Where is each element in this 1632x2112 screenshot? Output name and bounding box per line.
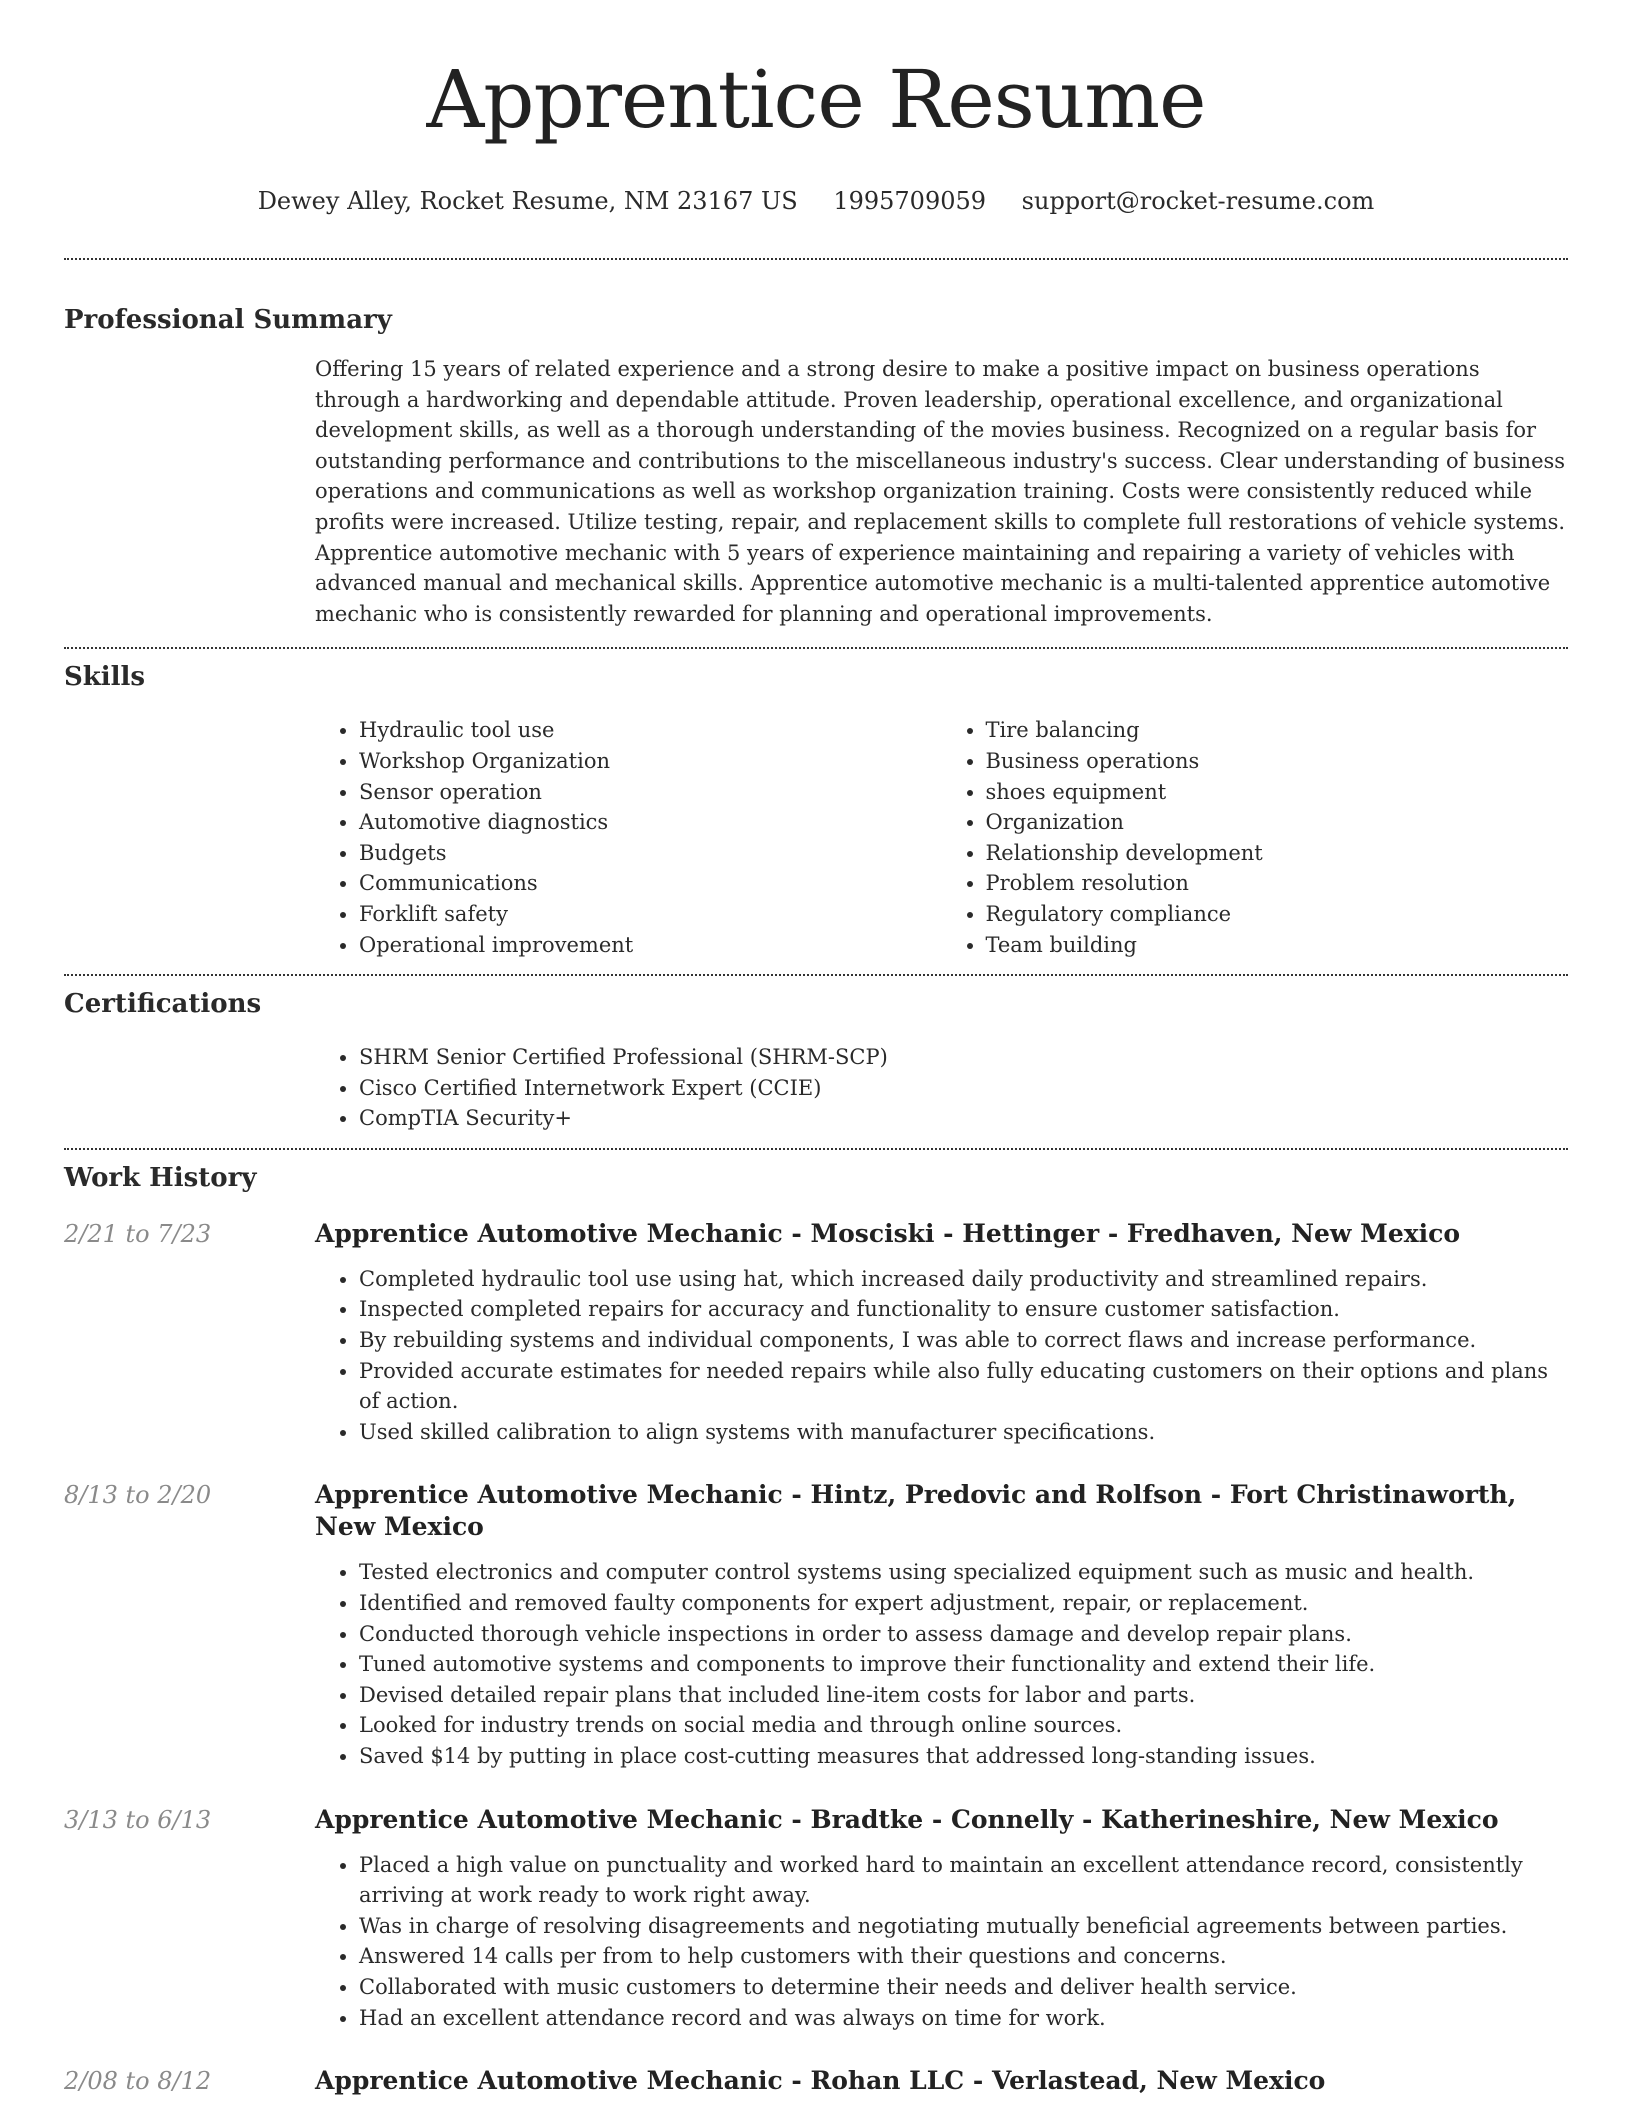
job-body — [315, 1218, 1568, 1448]
skill-item: • shoes equipment — [986, 777, 1569, 808]
work-history-section — [64, 1150, 1568, 2111]
job-bullet: • Devised detailed repair plans that included line-item costs for labor and parts. — [359, 1680, 1568, 1711]
job-entry — [64, 1218, 1568, 1448]
section-heading: Skills — [64, 662, 146, 693]
job-title: Apprentice Automotive Mechanic - Mosciski - Hettinger - Fredhaven, New Mexico — [315, 1218, 1461, 1248]
skills-columns — [315, 715, 1568, 960]
job-bullet: • Tested electronics and computer control systems using specialized equipment such as music and health. — [359, 1557, 1568, 1588]
job-dates: 2/08 to 8/12 — [64, 2067, 212, 2096]
job-bullet: • Tuned automotive systems and components to improve their functionality and extend their life. — [359, 1649, 1568, 1680]
resume-page — [64, 0, 1568, 2111]
job-bullet: • Conducted thorough vehicle inspections in order to assess damage and develop repair plans. — [359, 1619, 1568, 1650]
certifications-list — [315, 1042, 1568, 1134]
job-bullet: • Had an excellent attendance record and was always on time for work. — [359, 2003, 1568, 2034]
job-bullet: • Looked for industry trends on social media and through online sources. — [359, 1710, 1568, 1741]
job-bullets — [315, 1557, 1568, 1771]
job-body — [315, 2065, 1568, 2111]
job-bullets — [315, 1850, 1568, 2034]
skills-list-right — [942, 715, 1569, 960]
skill-item: • Tire balancing — [986, 715, 1569, 746]
certification-item: • SHRM Senior Certified Professional (SHRM-SCP) — [359, 1042, 1568, 1073]
skills-list-left — [315, 715, 942, 960]
job-dates: 8/13 to 2/20 — [64, 1481, 212, 1510]
section-heading: Certifications — [64, 989, 262, 1020]
job-bullet: • Was in charge of resolving disagreements and negotiating mutually beneficial agreements between parties. — [359, 1911, 1568, 1942]
job-body — [315, 1804, 1568, 2034]
certification-item: • Cisco Certified Internetwork Expert (CCIE) — [359, 1073, 1568, 1104]
job-entry — [64, 2065, 1568, 2111]
certifications-section — [64, 976, 1568, 1148]
job-bullet: • Used skilled calibration to align systems with manufacturer specifications. — [359, 1417, 1568, 1448]
job-bullet: • Completed hydraulic tool use using hat, which increased daily productivity and streamlined repairs. — [359, 1264, 1568, 1295]
contact-phone: 1995709059 — [833, 187, 987, 215]
job-entry — [64, 1804, 1568, 2034]
section-heading: Professional Summary — [64, 305, 392, 335]
job-bullet: • Answered 14 calls per from to help customers with their questions and concerns. — [359, 1941, 1568, 1972]
job-title: Apprentice Automotive Mechanic - Rohan LLC - Verlastead, New Mexico — [315, 2066, 1326, 2096]
skill-item: • Workshop Organization — [359, 746, 942, 777]
skill-item: • Sensor operation — [359, 777, 942, 808]
certifications-content — [315, 1042, 1568, 1134]
skill-item: • Business operations — [986, 746, 1569, 777]
contact-email: support@rocket-resume.com — [1021, 187, 1375, 215]
skill-item: • Problem resolution — [986, 868, 1569, 899]
job-bullet: • By rebuilding systems and individual components, I was able to correct flaws and increase performance. — [359, 1325, 1568, 1356]
contact-line — [64, 186, 1568, 216]
job-body — [315, 1479, 1568, 1771]
job-title: Apprentice Automotive Mechanic - Hintz, Predovic and Rolfson - Fort Christinaworth, New Mexico — [315, 1480, 1517, 1542]
job-dates: 3/13 to 6/13 — [64, 1805, 212, 1834]
job-bullet: • Collaborated with music customers to determine their needs and deliver health service. — [359, 1972, 1568, 2003]
job-bullet: • Placed a high value on punctuality and worked hard to maintain an excellent attendance record, consistently arriving at work ready to work right away. — [359, 1850, 1568, 1911]
skill-item: • Budgets — [359, 838, 942, 869]
job-bullet: • Identified and removed faulty components for expert adjustment, repair, or replacement. — [359, 1588, 1568, 1619]
skill-item: • Regulatory compliance — [986, 899, 1569, 930]
job-dates: 2/21 to 7/23 — [64, 1219, 212, 1248]
skill-item: • Automotive diagnostics — [359, 807, 942, 838]
section-heading: Work History — [64, 1162, 257, 1193]
job-bullets — [315, 1264, 1568, 1448]
skill-item: • Hydraulic tool use — [359, 715, 942, 746]
skill-item: • Operational improvement — [359, 930, 942, 961]
job-bullet: • Inspected completed repairs for accuracy and functionality to ensure customer satisfaction. — [359, 1294, 1568, 1325]
job-bullet: • Saved $14 by putting in place cost-cutting measures that addressed long-standing issues. — [359, 1741, 1568, 1772]
job-title: Apprentice Automotive Mechanic - Bradtke - Connelly - Katherineshire, New Mexico — [315, 1804, 1499, 1834]
resume-title: Apprentice Resume — [426, 53, 1206, 146]
contact-address: Dewey Alley, Rocket Resume, NM 23167 US — [257, 187, 798, 215]
skill-item: • Relationship development — [986, 838, 1569, 869]
skill-item: • Forklift safety — [359, 899, 942, 930]
summary-text: Offering 15 years of related experience and a strong desire to make a positive impact on business operations through a hardworking and dependable attitude. Proven leadership, operational excellence, and organizational development skills, as well as a thorough understanding of the movies business. Recognized on a regular basis for outstanding performance and contributions to the miscellaneous industry's success. Clear understanding of business operations and communications as well as workshop organization training. Costs were consistently reduced while profits were increased. Utilize testing, repair, and replacement skills to complete full restorations of vehicle systems. Apprentice automotive mechanic with 5 years of experience maintaining and repairing a variety of vehicles with advanced manual and mechanical skills. Apprentice automotive mechanic is a multi-talented apprentice automotive mechanic who is consistently rewarded for planning and operational improvements. — [315, 357, 1566, 626]
skill-item: • Team building — [986, 930, 1569, 961]
job-entry — [64, 1479, 1568, 1771]
professional-summary-section — [64, 260, 1568, 647]
skill-item: • Communications — [359, 868, 942, 899]
job-bullet: • Provided accurate estimates for needed repairs while also fully educating customers on their options and plans of action. — [359, 1356, 1568, 1417]
skill-item: • Organization — [986, 807, 1569, 838]
certification-item: • CompTIA Security+ — [359, 1103, 1568, 1134]
skills-section — [64, 649, 1568, 974]
